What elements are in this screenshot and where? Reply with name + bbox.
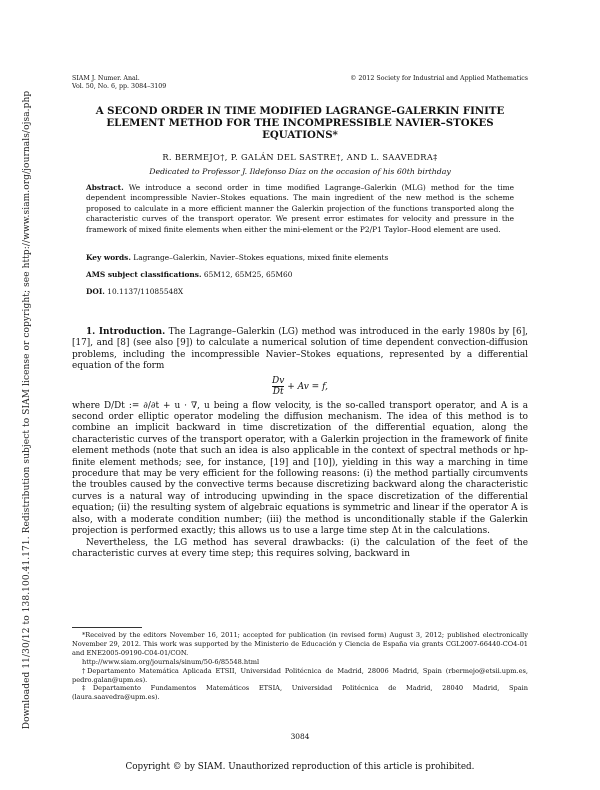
footnote-received: *Received by the editors November 16, 2011; accepted for publication (in revised form) August 3, 2012; published electronically November 29, 2012. This work was supported by the Ministerio de Educación y Ciencia de España via grants CGL2007-66440-CO4-01 and ENE2005-09190-C04-01/CON. [72, 631, 528, 657]
footnote-affiliation-2: ‡Departamento Fundamentos Matemáticos ETSIA, Universidad Politécnica de Madrid, 28040 Madrid, Spain (laura.saavedra@upm.es). [72, 684, 528, 702]
paper-title: A SECOND ORDER IN TIME MODIFIED LAGRANGE–GALERKIN FINITE ELEMENT METHOD FOR THE INCOMPRESSIBLE NAVIER–STOKES EQUATIONS* [95, 105, 505, 141]
journal-header [72, 75, 166, 91]
intro-paragraph-1 [72, 327, 528, 373]
abstract-text: We introduce a second order in time modified Lagrange–Galerkin (MLG) method for the time dependent incompressible Navier–Stokes equations. The main ingredient of the new method is the scheme proposed to calculate in a more efficient manner the Galerkin projection of the functions transported along the characteristic curves of the transport operator. We present error estimates for velocity and pressure in the framework of mixed finite elements when either the mini-element or the P2/P1 Taylor–Hood element are used. [86, 183, 514, 234]
doi-text: 10.1137/11085548X [107, 287, 184, 296]
journal-volume: Vol. 50, No. 6, pp. 3084–3109 [72, 83, 167, 90]
copyright-header: © 2012 Society for Industrial and Applied Mathematics [350, 75, 528, 82]
ams-text: 65M12, 65M25, 65M60 [203, 270, 293, 279]
footnote-affiliation-1: †Departamento Matemática Aplicada ETSII, Universidad Politécnica de Madrid, 28006 Madrid, Spain (rbermejo@etsii.upm.es, pedro.galan@upm.es). [72, 666, 528, 684]
download-side-note: Downloaded 11/30/12 to 138.100.41.171. Redistribution subject to SIAM license or copyright; see http://www.siam.org/journals/ojsa.php [22, 90, 32, 730]
footnote-url[interactable]: http://www.siam.org/journals/sinum/50-6/85548.html [82, 657, 260, 666]
doi [86, 287, 514, 296]
authors: R. BERMEJO†, P. GALÁN DEL SASTRE†, AND L. SAAVEDRA‡ [162, 152, 438, 162]
keywords-label: Key words. [86, 253, 131, 262]
keywords-text: Lagrange–Galerkin, Navier–Stokes equations, mixed finite elements [133, 253, 389, 262]
section-heading: 1. Introduction. [86, 327, 166, 337]
intro-paragraph-3: Nevertheless, the LG method has several drawbacks: (i) the calculation of the feet of the characteristic curves at every time step; this requires solving, backward in [72, 537, 528, 559]
intro-paragraph-2: where D/Dt := ∂/∂t + u · ∇, u being a flow velocity, is the so-called transport operator, and A is a second order elliptic operator modeling the diffusion mechanism. The idea of this method is to combine an implicit backward in time discretization of the differential equation, along the characteristic curves of the transport operator, with a Galerkin projection in the framework of finite element methods (note that such an idea is also applicable in the context of spectral methods or hp-finite element methods; see, for instance, [19] and [10]), yielding in this way a marching in time procedure that may be very efficient for the following reasons: (i) the method partially circumvents the troubles caused by the convective terms because discretizing backward along the characteristic curves is a natural way of introducing upwinding in the space discretization of the differential equation; (ii) the resulting system of algebraic equations is symmetric and linear if the operator A is also, with a moderate condition number; (iii) the method is unconditionally stable if the Galerkin projection is performed exactly; this allows us to use a large time step Δt in the calculations. [72, 400, 528, 537]
copyright-notice: Copyright © by SIAM. Unauthorized reproduction of this article is prohibited. [125, 762, 475, 772]
equation-denominator: Dt [272, 386, 284, 397]
equation-rest: + Av = f, [287, 381, 328, 392]
journal-name: SIAM J. Numer. Anal. [72, 75, 140, 82]
equation [72, 376, 528, 397]
abstract [86, 183, 514, 235]
ams-label: AMS subject classifications. [86, 270, 202, 279]
introduction-section [72, 327, 528, 560]
equation-numerator: Dv [272, 375, 285, 386]
footnote-rule [72, 627, 142, 628]
footnotes [72, 631, 528, 702]
doi-label: DOI. [86, 287, 105, 296]
intro-p1-text: The Lagrange–Galerkin (LG) method was introduced in the early 1980s by [6], [17], and [8] (see also [9]) to calculate a numerical solution of time dependent convection-diffusion problems, including the incompressible Navier–Stokes equations, represented by a differential equation of the form [72, 327, 528, 372]
dedication: Dedicated to Professor J. Ildefonso Díaz on the occasion of his 60th birthday [149, 167, 451, 176]
abstract-label: Abstract. [86, 183, 124, 192]
keywords [86, 253, 514, 262]
equation-fraction [272, 376, 284, 397]
ams-classifications [86, 270, 514, 279]
page-number: 3084 [290, 732, 310, 741]
